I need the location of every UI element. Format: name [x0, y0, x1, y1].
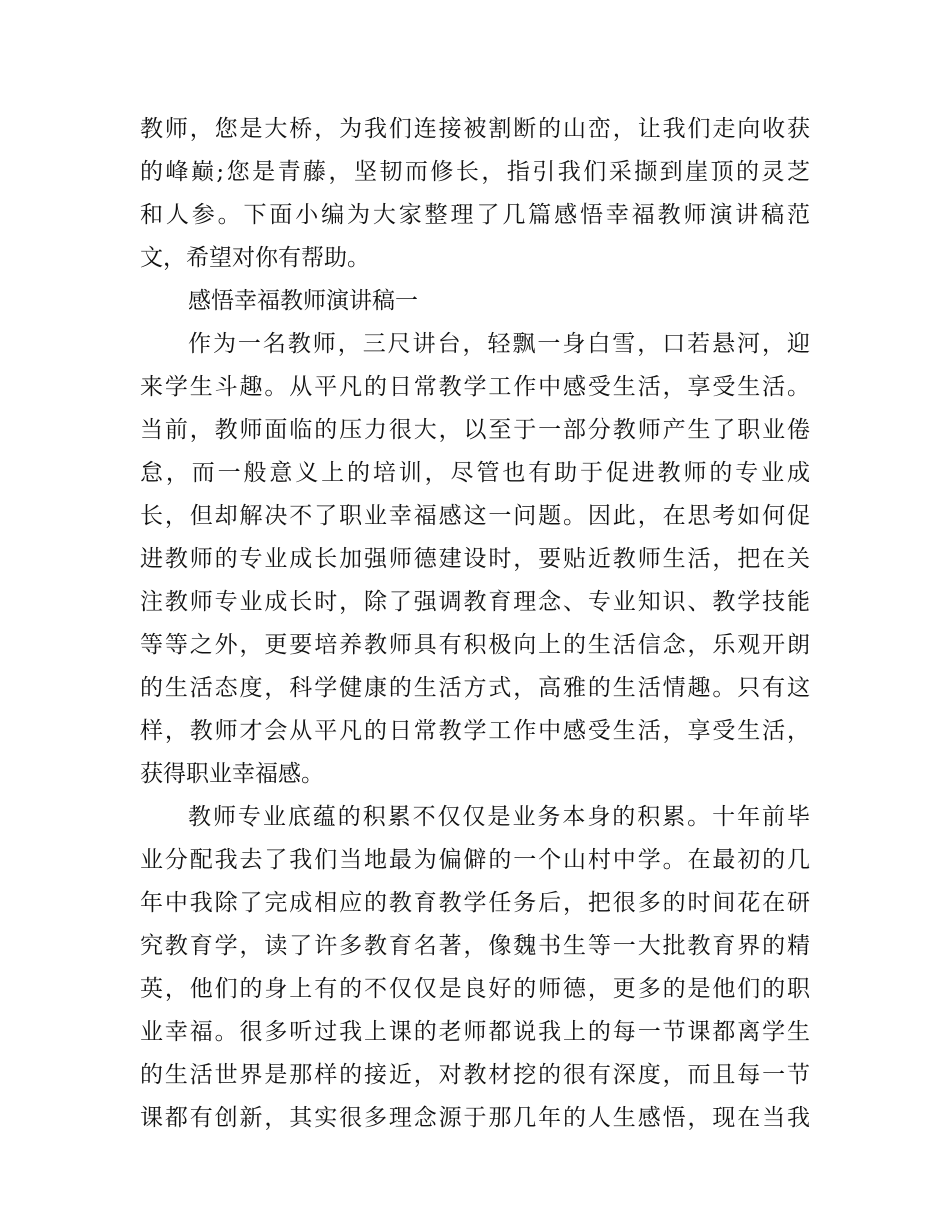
document-body — [140, 108, 810, 1140]
text-line: 业幸福。很多听过我上课的老师都说我上的每一节课都离学生 — [140, 1019, 810, 1045]
text-line: 作为一名教师，三尺讲台，轻飘一身白雪，口若悬河，迎 — [188, 331, 810, 357]
text-line: 当前，教师面临的压力很大，以至于一部分教师产生了职业倦 — [140, 417, 810, 443]
text-line: 注教师专业成长时，除了强调教育理念、专业知识、教学技能 — [140, 589, 810, 615]
text-line: 文，希望对你有帮助。 — [140, 245, 370, 271]
text-line: 年中我除了完成相应的教育教学任务后，把很多的时间花在研 — [140, 890, 810, 916]
text-line: 进教师的专业成长加强师德建设时，要贴近教师生活，把在关 — [140, 546, 810, 572]
text-line: 业分配我去了我们当地最为偏僻的一个山村中学。在最初的几 — [140, 847, 810, 873]
text-line: 怠，而一般意义上的培训，尽管也有助于促进教师的专业成 — [140, 460, 810, 486]
text-line: 究教育学，读了许多教育名著，像魏书生等一大批教育界的精 — [140, 933, 810, 959]
text-line: 的生活态度，科学健康的生活方式，高雅的生活情趣。只有这 — [140, 675, 810, 701]
text-line: 教师专业底蕴的积累不仅仅是业务本身的积累。十年前毕 — [188, 804, 810, 830]
section-heading: 感悟幸福教师演讲稿一 — [188, 288, 418, 314]
text-line: 样，教师才会从平凡的日常教学工作中感受生活，享受生活， — [140, 718, 810, 744]
text-line: 获得职业幸福感。 — [140, 761, 324, 787]
text-line: 来学生斗趣。从平凡的日常教学工作中感受生活，享受生活。 — [140, 374, 810, 400]
text-line: 课都有创新，其实很多理念源于那几年的人生感悟，现在当我 — [140, 1105, 810, 1131]
text-line: 教师，您是大桥，为我们连接被割断的山峦，让我们走向收获 — [140, 116, 810, 142]
text-line: 长，但却解决不了职业幸福感这一问题。因此，在思考如何促 — [140, 503, 810, 529]
text-line: 的生活世界是那样的接近，对教材挖的很有深度，而且每一节 — [140, 1062, 810, 1088]
text-line: 英，他们的身上有的不仅仅是良好的师德，更多的是他们的职 — [140, 976, 810, 1002]
text-line: 和人参。下面小编为大家整理了几篇感悟幸福教师演讲稿范 — [140, 202, 810, 228]
text-line: 的峰巅;您是青藤，坚韧而修长，指引我们采撷到崖顶的灵芝 — [140, 159, 810, 185]
text-line: 等等之外，更要培养教师具有积极向上的生活信念，乐观开朗 — [140, 632, 810, 658]
